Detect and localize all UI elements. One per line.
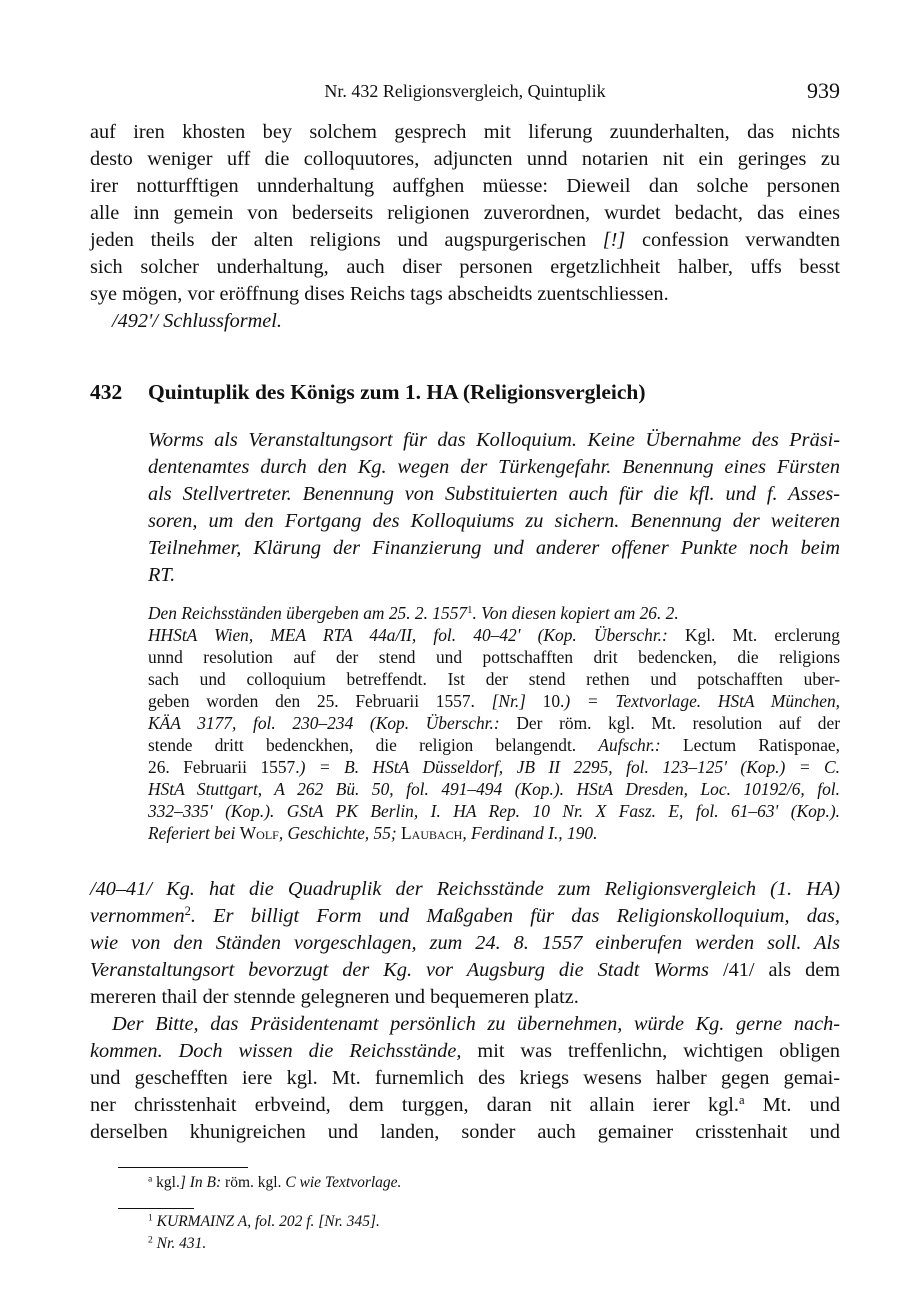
- text-segment: mit was treffenlichn, wichtigen obligen: [461, 1040, 841, 1062]
- abstract: [148, 427, 840, 589]
- text-line: [90, 984, 840, 1011]
- text-line: [148, 734, 840, 756]
- text-line: [148, 535, 840, 562]
- text-segment: jeden theils der alten religions und augspurgerischen: [90, 229, 603, 251]
- running-title: Nr. 432 Religionsvergleich, Quintuplik: [324, 81, 606, 101]
- text-line: [148, 778, 840, 800]
- text-segment: /41/ als dem: [708, 959, 840, 981]
- text-line: [90, 1092, 840, 1119]
- text-segment: kgl.: [152, 1174, 180, 1191]
- text-line: [90, 173, 840, 200]
- text-line: [148, 481, 840, 508]
- text-segment: [!]: [602, 229, 626, 251]
- textcritical-footnotes: [148, 1172, 748, 1194]
- text-line: [90, 876, 840, 903]
- text-line: [90, 254, 840, 281]
- footnote-marker: 1: [148, 1212, 153, 1224]
- text-line: [148, 602, 840, 624]
- text-segment: stende dritt bedenckhen, die religion belangendt.: [148, 735, 599, 755]
- text-line: [148, 690, 840, 712]
- text-segment: geben worden den 25. Februarii 1557.: [148, 691, 492, 711]
- text-segment: Laubach: [401, 823, 463, 843]
- text-segment: ] In B:: [179, 1174, 222, 1191]
- text-line: [148, 668, 840, 690]
- text-segment: ner chrisstenhait erbveind, dem turggen, daran nit allain ierer kgl.: [90, 1094, 739, 1116]
- text-line: [148, 427, 840, 454]
- text-segment: /40–41/ Kg. hat die Quadruplik der Reichsstände zum Religionsvergleich (1. HA): [90, 878, 840, 900]
- text-line: [148, 1233, 748, 1255]
- text-segment: /492'/ Schlussformel.: [112, 310, 282, 332]
- text-line: [148, 800, 840, 822]
- text-segment: Der röm. kgl. Mt. resolution auf der: [499, 713, 840, 733]
- text-line: [148, 712, 840, 734]
- text-line: [90, 1065, 840, 1092]
- text-segment: Worms als Veranstaltungsort für das Kolloquium. Keine Übernahme des Präsi-: [148, 429, 840, 451]
- text-segment: alle inn gemein von bederseits religionen zuverordnen, wurdet bedacht, das eines: [90, 202, 840, 224]
- text-segment: Lectum Ratisponae,: [660, 735, 840, 755]
- text-line: [148, 624, 840, 646]
- text-segment: Referiert bei: [148, 823, 240, 843]
- text-segment: sach und colloquium betreffendt. Ist der stend rethen und potschafften uber-: [148, 669, 840, 689]
- text-line: [90, 227, 840, 254]
- text-segment: mereren thail der stennde gelegneren und bequemeren platz.: [90, 986, 579, 1008]
- text-segment: Teilnehmer, Klärung der Finanzierung und anderer offener Punkte noch beim: [148, 537, 840, 559]
- text-segment: , Geschichte, 55;: [278, 823, 402, 843]
- text-segment: kommen. Doch wissen die Reichsstände,: [90, 1040, 462, 1062]
- running-header: [90, 78, 840, 108]
- footnote-marker: a: [738, 1093, 745, 1108]
- text-line: [90, 903, 840, 930]
- footnote-rule-textcritical: [118, 1167, 248, 1168]
- text-segment: 10.: [525, 691, 565, 711]
- text-segment: desto weniger uff die colloquutores, adjuncten unnd notarien nit ein geringes zu: [90, 148, 840, 170]
- text-segment: C wie Textvorlage.: [285, 1174, 402, 1191]
- text-segment: . Er billigt Form und Maßgaben für das Religionskolloquium, das,: [190, 905, 840, 927]
- text-segment: KÄA 3177, fol. 230–234 (Kop. Überschr.:: [148, 713, 500, 733]
- document-number: 432: [90, 380, 123, 404]
- text-segment: dentenamtes durch den Kg. wegen der Türkengefahr. Benennung eines Fürsten: [148, 456, 840, 478]
- text-segment: Veranstaltungsort bevorzugt der Kg. vor Augsburg die Stadt Worms: [90, 959, 709, 981]
- footnote-marker: a: [148, 1173, 153, 1185]
- text-segment: vernommen: [90, 905, 185, 927]
- text-segment: soren, um den Fortgang des Kolloquiums zu sichern. Benennung der weiteren: [148, 510, 840, 532]
- footnote-marker: 1: [467, 604, 473, 617]
- footnotes: [148, 1211, 748, 1255]
- text-line: [148, 1172, 748, 1194]
- text-line: [148, 454, 840, 481]
- text-segment: sich solcher underhaltung, auch diser personen ergetzlichheit halber, uffs besst: [90, 256, 840, 278]
- text-line: [90, 1011, 840, 1038]
- text-line: [90, 957, 840, 984]
- text-segment: Mt. und: [744, 1094, 840, 1116]
- source-note: [148, 602, 840, 844]
- text-segment: röm. kgl.: [221, 1174, 286, 1191]
- text-line: [90, 1119, 840, 1146]
- text-line: [148, 646, 840, 668]
- text-segment: 26. Februarii 1557.: [148, 757, 300, 777]
- document-title: Quintuplik des Königs zum 1. HA (Religionsvergleich): [148, 380, 646, 404]
- text-segment: als Stellvertreter. Benennung von Substituierten auch für die kfl. und f. Asses-: [148, 483, 840, 505]
- text-segment: auf iren khosten bey solchem gesprech mit liferung zuunderhalten, das nichts: [90, 121, 840, 143]
- text-line: [148, 562, 840, 589]
- text-segment: KURMAINZ A, fol. 202 f. [Nr. 345].: [152, 1213, 380, 1230]
- text-segment: HStA Stuttgart, A 262 Bü. 50, fol. 491–494 (Kop.). HStA Dresden, Loc. 10192/6, fol.: [148, 779, 840, 799]
- text-segment: Kgl. Mt. erclerung: [667, 625, 840, 645]
- text-segment: . Von diesen kopiert am 26. 2.: [472, 603, 679, 623]
- text-segment: ) = B. HStA Düsseldorf, JB II 2295, fol. 123–125' (Kop.) = C.: [299, 757, 840, 777]
- text-segment: RT.: [148, 564, 176, 586]
- text-line: [90, 281, 840, 308]
- footnote-rule: [118, 1208, 194, 1209]
- text-line: [90, 308, 840, 335]
- text-segment: und geschefften iere kgl. Mt. furnemlich des kriegs wesens halber gegen gemai-: [90, 1067, 840, 1089]
- text-line: [90, 200, 840, 227]
- text-line: [148, 508, 840, 535]
- text-segment: Den Reichsständen übergeben am 25. 2. 1557: [148, 603, 468, 623]
- text-segment: confession verwandten: [625, 229, 840, 251]
- top-paragraph: [90, 119, 840, 335]
- text-segment: wie von den Ständen vorgeschlagen, zum 24. 8. 1557 einberufen werden soll. Als: [90, 932, 840, 954]
- text-segment: Wolf: [239, 823, 279, 843]
- text-segment: 332–335' (Kop.). GStA PK Berlin, I. HA Rep. 10 Nr. X Fasz. E, fol. 61–63' (Kop.).: [148, 801, 840, 821]
- text-segment: Aufschr.:: [598, 735, 661, 755]
- text-line: [148, 756, 840, 778]
- footnote-marker: 2: [148, 1234, 153, 1246]
- text-line: [90, 119, 840, 146]
- text-segment: ) = Textvorlage. HStA München,: [564, 691, 840, 711]
- text-segment: HHStA Wien, MEA RTA 44a/II, fol. 40–42' (Kop. Überschr.:: [148, 625, 668, 645]
- page-number: 939: [807, 78, 840, 103]
- main-text: [90, 876, 840, 1146]
- text-line: [148, 1211, 748, 1233]
- text-segment: unnd resolution auf der stend und pottschafften drit bedencken, die religions: [148, 647, 840, 667]
- text-line: [90, 1038, 840, 1065]
- text-line: [90, 146, 840, 173]
- text-segment: derselben khunigreichen und landen, sonder auch gemainer crisstenhait und: [90, 1121, 840, 1143]
- text-line: [90, 930, 840, 957]
- text-segment: [Nr.]: [491, 691, 526, 711]
- text-segment: sye mögen, vor eröffnung dises Reichs tags abscheidts zuentschliessen.: [90, 283, 669, 305]
- text-segment: Nr. 431.: [152, 1235, 207, 1252]
- text-line: [148, 822, 840, 844]
- text-segment: Der Bitte, das Präsidentenamt persönlich zu übernehmen, würde Kg. gerne nach-: [112, 1013, 840, 1035]
- text-segment: , Ferdinand I., 190.: [462, 823, 598, 843]
- text-segment: irer notturfftigen unnderhaltung auffghen müesse: Dieweil dan solche personen: [90, 175, 840, 197]
- document-heading: [90, 380, 646, 405]
- footnote-marker: 2: [184, 904, 191, 919]
